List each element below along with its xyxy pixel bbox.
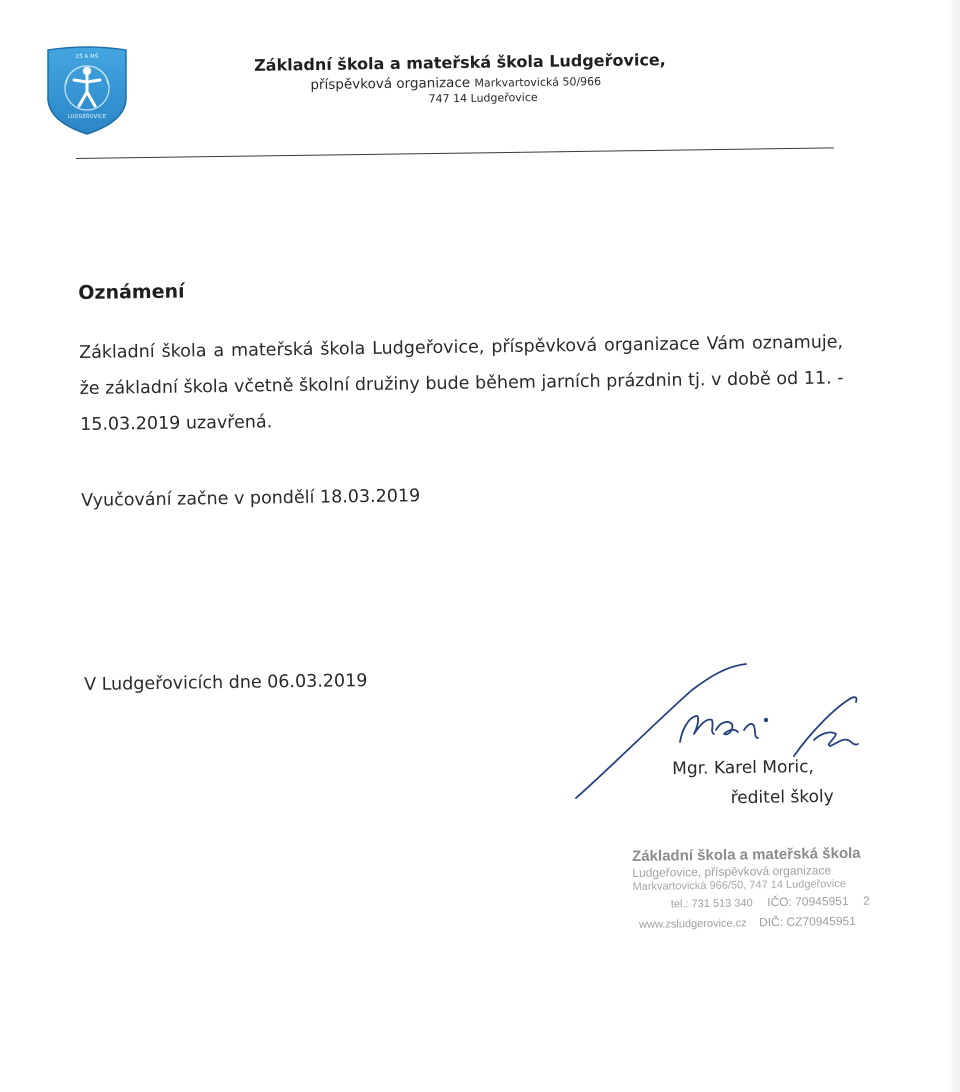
notice-content <box>78 261 861 511</box>
school-name: Základní škola a mateřská škola Ludgeřovice, <box>253 50 666 75</box>
school-stamp <box>632 844 905 933</box>
stamp-tel: tel.: 731 513 340 <box>670 897 753 911</box>
stamp-row-tel-ico <box>633 891 905 913</box>
address-city: 747 14 Ludgeřovice <box>428 90 538 106</box>
lessons-resume-line: Vyučování začne v pondělí 18.03.2019 <box>81 486 421 511</box>
stamp-dic: DIČ: CZ70945951 <box>758 913 856 930</box>
stamp-web: www.zsludgerovice.cz <box>638 917 747 931</box>
address-street: Markvartovická 50/966 <box>474 75 602 90</box>
letterhead <box>244 49 765 108</box>
school-logo <box>44 44 130 136</box>
stamp-ico-suffix: 2 <box>862 893 870 908</box>
place-date-line: V Ludgeřovicích dne 06.03.2019 <box>84 671 368 695</box>
signer-name: Mgr. Karel Moric, <box>672 757 815 779</box>
logo-bottom-text: LUDGEŘOVICE <box>67 114 107 120</box>
stamp-line-address: Markvartovická 966/50, 747 14 Ludgeřovice <box>632 878 847 893</box>
signer-block <box>672 752 834 814</box>
stamp-line-org: Ludgeřovice, příspěvková organizace <box>632 863 832 880</box>
stamp-row-web-dic <box>633 911 905 933</box>
stamp-ico: IČO: 70945951 <box>767 893 849 910</box>
header-divider <box>76 147 834 159</box>
signer-role: ředitel školy <box>730 786 834 809</box>
stamp-title: Základní škola a mateřská škola <box>632 844 861 865</box>
logo-top-text: ZŠ A MŠ <box>75 54 99 60</box>
notice-title: Oznámení <box>78 280 185 304</box>
page-edge-shadow <box>946 0 960 1092</box>
org-type: příspěvková organizace <box>310 74 471 94</box>
notice-body: Základní škola a mateřská škola Ludgeřovice, příspěvková organizace Vám oznamuje, že základní škola včetně školní družiny bude během jarních prázdnin tj. v době od 11. - 15.03.2019 uzavřená. <box>78 332 844 435</box>
